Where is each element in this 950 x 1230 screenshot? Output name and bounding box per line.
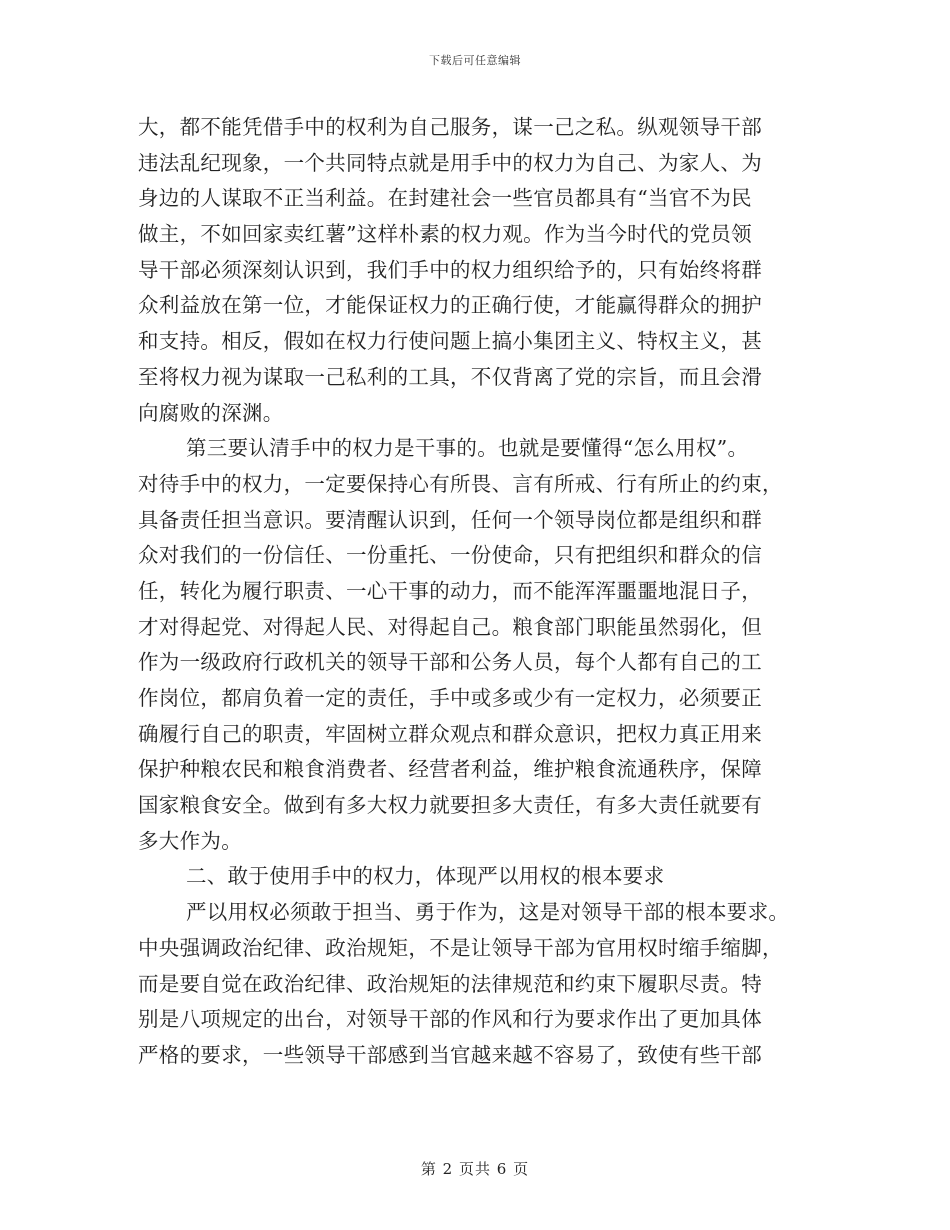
page-header: 下载后可任意编辑 [429, 54, 521, 67]
text-line: 对待手中的权力，一定要保持心有所畏、言有所戒、行有所止的约束， [138, 471, 783, 496]
text-line: 别是八项规定的出台，对领导干部的作风和行为要求作出了更加具体 [138, 1007, 762, 1032]
text-line: 众利益放在第一位，才能保证权力的正确行使，才能赢得群众的拥护 [138, 293, 762, 318]
text-line: 确履行自己的职责，牢固树立群众观点和群众意识，把权力真正用来 [138, 721, 762, 746]
text-line: 至将权力视为谋取一己私利的工具，不仅背离了党的宗旨，而且会滑 [138, 364, 762, 389]
text-line: 作岗位，都肩负着一定的责任，手中或多或少有一定权力，必须要正 [138, 686, 762, 710]
document-body [138, 110, 813, 1074]
text-line: 保护种粮农民和粮食消费者、经营者利益，维护粮食流通秩序，保障 [138, 757, 762, 782]
text-line: 向腐败的深渊。 [138, 400, 284, 425]
text-line: 做主，不如回家卖红薯”这样朴素的权力观。作为当今时代的党员领 [138, 222, 752, 247]
text-line: 第三要认清手中的权力是干事的。也就是要懂得“怎么用权”。 [186, 436, 749, 461]
text-line: 中央强调政治纪律、政治规矩，不是让领导干部为官用权时缩手缩脚， [138, 935, 783, 960]
text-line: 具备责任担当意识。要清醒认识到，任何一个领导岗位都是组织和群 [138, 507, 762, 532]
text-line: 和支持。相反，假如在权力行使问题上搞小集团主义、特权主义，甚 [138, 329, 762, 354]
text-line: 导干部必须深刻认识到，我们手中的权力组织给予的，只有始终将群 [138, 257, 762, 282]
text-line: 严格的要求，一些领导干部感到当官越来越不容易了，致使有些干部 [138, 1042, 762, 1067]
text-line: 才对得起党、对得起人民、对得起自己。粮食部门职能虽然弱化，但 [138, 614, 762, 639]
page-number: 第 2 页共 6 页 [420, 1160, 530, 1178]
text-line: 任，转化为履行职责、一心干事的动力，而不能浑浑噩噩地混日子， [138, 578, 762, 603]
text-line: 国家粮食安全。做到有多大权力就要担多大责任，有多大责任就要有 [138, 793, 762, 818]
text-line: 多大作为。 [138, 828, 242, 853]
text-line: 众对我们的一份信任、一份重托、一份使命，只有把组织和群众的信 [138, 543, 762, 568]
text-line: 违法乱纪现象，一个共同特点就是用手中的权力为自己、为家人、为 [138, 150, 762, 175]
text-line: 二、敢于使用手中的权力，体现严以用权的根本要求 [186, 864, 665, 889]
text-line: 身边的人谋取不正当利益。在封建社会一些官员都具有“当官不为民 [138, 186, 752, 211]
text-line: 而是要自觉在政治纪律、政治规矩的法律规范和约束下履职尽责。特 [138, 971, 762, 996]
text-line: 严以用权必须敢于担当、勇于作为，这是对领导干部的根本要求。 [186, 900, 790, 925]
text-line: 大，都不能凭借手中的权利为自己服务，谋一己之私。纵观领导干部 [138, 115, 762, 139]
text-line: 作为一级政府行政机关的领导干部和公务人员，每个人都有自己的工 [138, 650, 762, 675]
